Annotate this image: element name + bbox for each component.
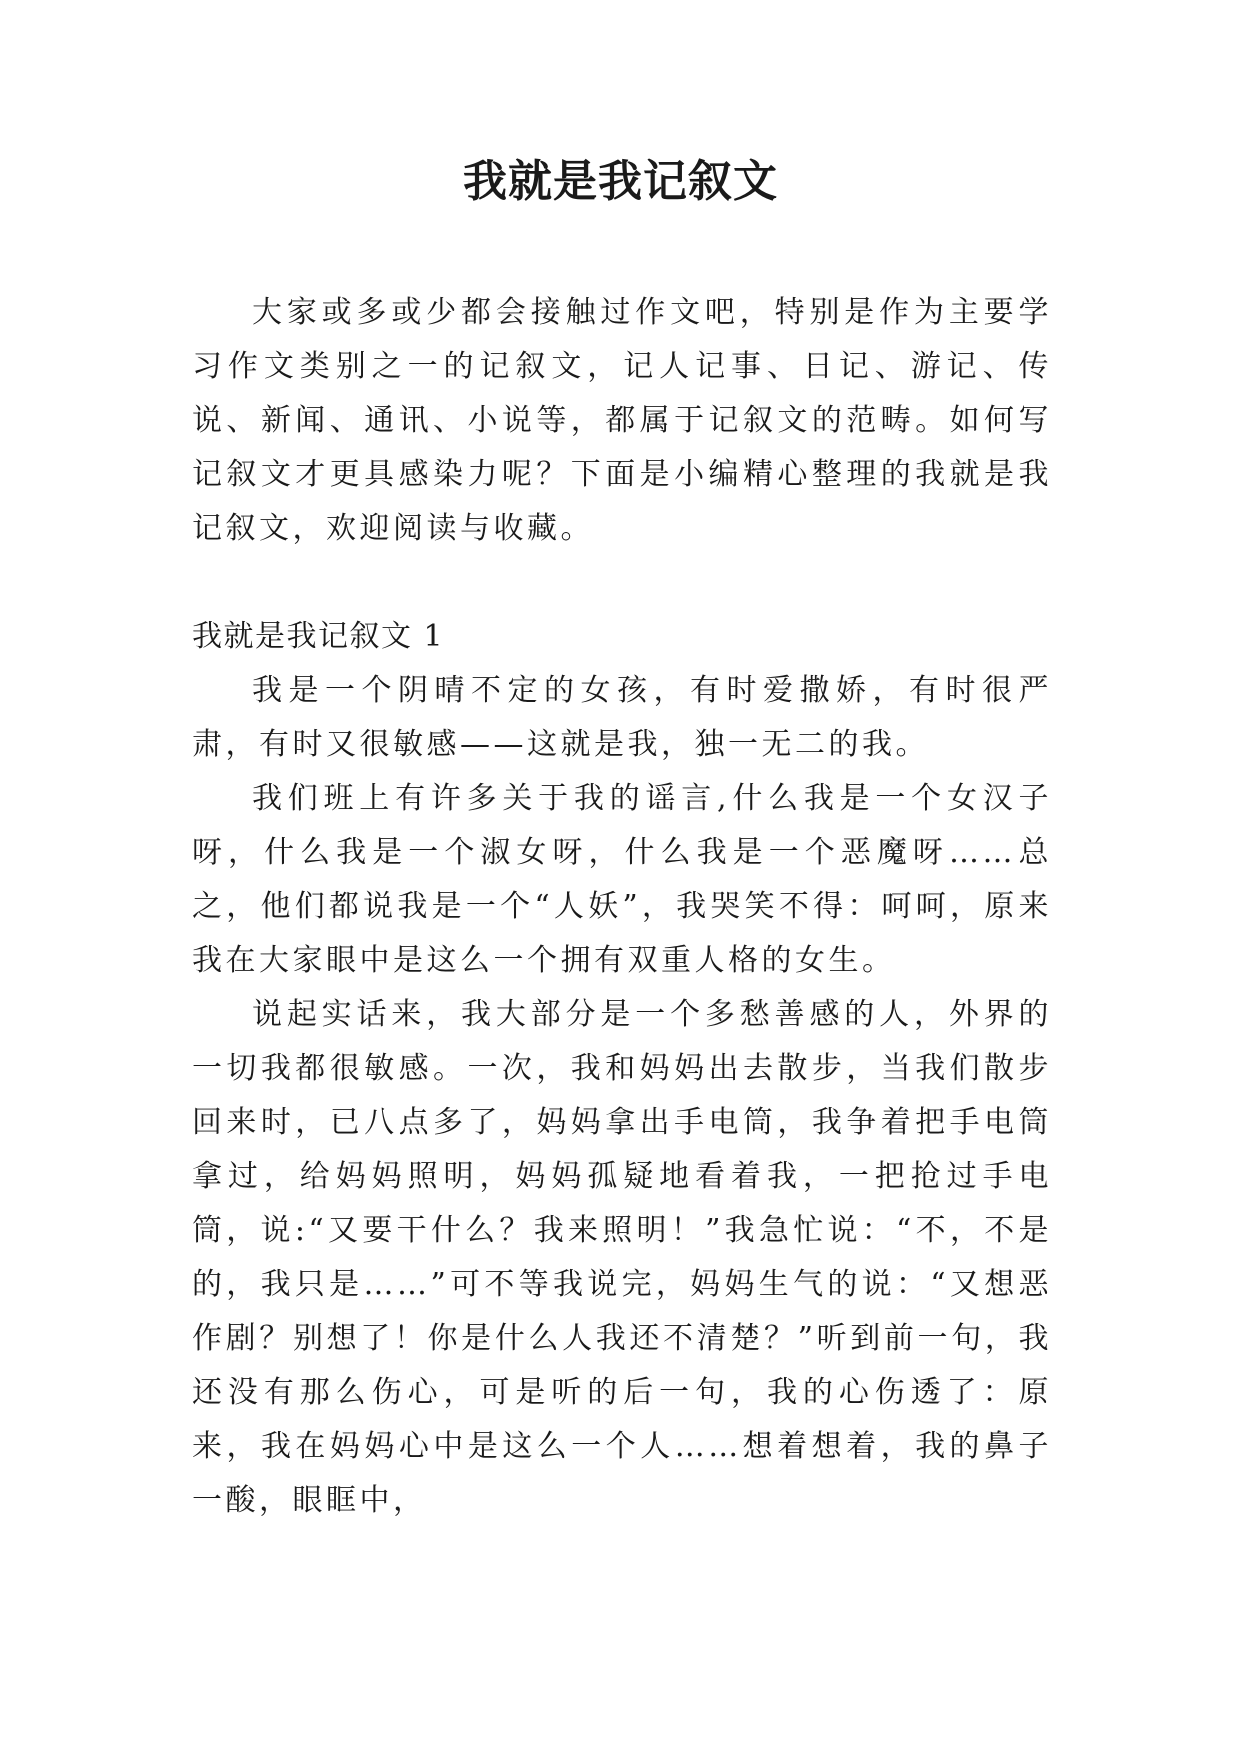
body-paragraph-2: 我们班上有许多关于我的谣言,什么我是一个女汉子呀，什么我是一个淑女呀，什么我是一个恶魔呀……总之，他们都说我是一个“人妖”，我哭笑不得：呵呵，原来我在大家眼中是这么一个拥有双重人格的女生。 <box>192 781 1052 978</box>
document-title: 我就是我记叙文 <box>463 156 778 207</box>
section-heading: 我就是我记叙文 1 <box>192 619 445 654</box>
body-paragraph-3: 说起实话来，我大部分是一个多愁善感的人，外界的一切我都很敏感。一次，我和妈妈出去散步，当我们散步回来时，已八点多了，妈妈拿出手电筒，我争着把手电筒拿过，给妈妈照明，妈妈孤疑地看着我，一把抢过手电筒，说:“又要干什么？我来照明！”我急忙说：“不，不是的，我只是……”可不等我说完，妈妈生气的说：“又想恶作剧？别想了！你是什么人我还不清楚？”听到前一句，我还没有那么伤心，可是听的后一句，我的心伤透了：原来，我在妈妈心中是这么一个人……想着想着，我的鼻子一酸，眼眶中， <box>192 997 1052 1518</box>
body-paragraph-1: 我是一个阴晴不定的女孩，有时爱撒娇，有时很严肃，有时又很敏感——这就是我，独一无二的我。 <box>192 673 1052 762</box>
document-body <box>192 286 1052 1528</box>
intro-paragraph: 大家或多或少都会接触过作文吧，特别是作为主要学习作文类别之一的记叙文，记人记事、日记、游记、传说、新闻、通讯、小说等，都属于记叙文的范畴。如何写记叙文才更具感染力呢？下面是小编精心整理的我就是我记叙文，欢迎阅读与收藏。 <box>192 295 1052 546</box>
